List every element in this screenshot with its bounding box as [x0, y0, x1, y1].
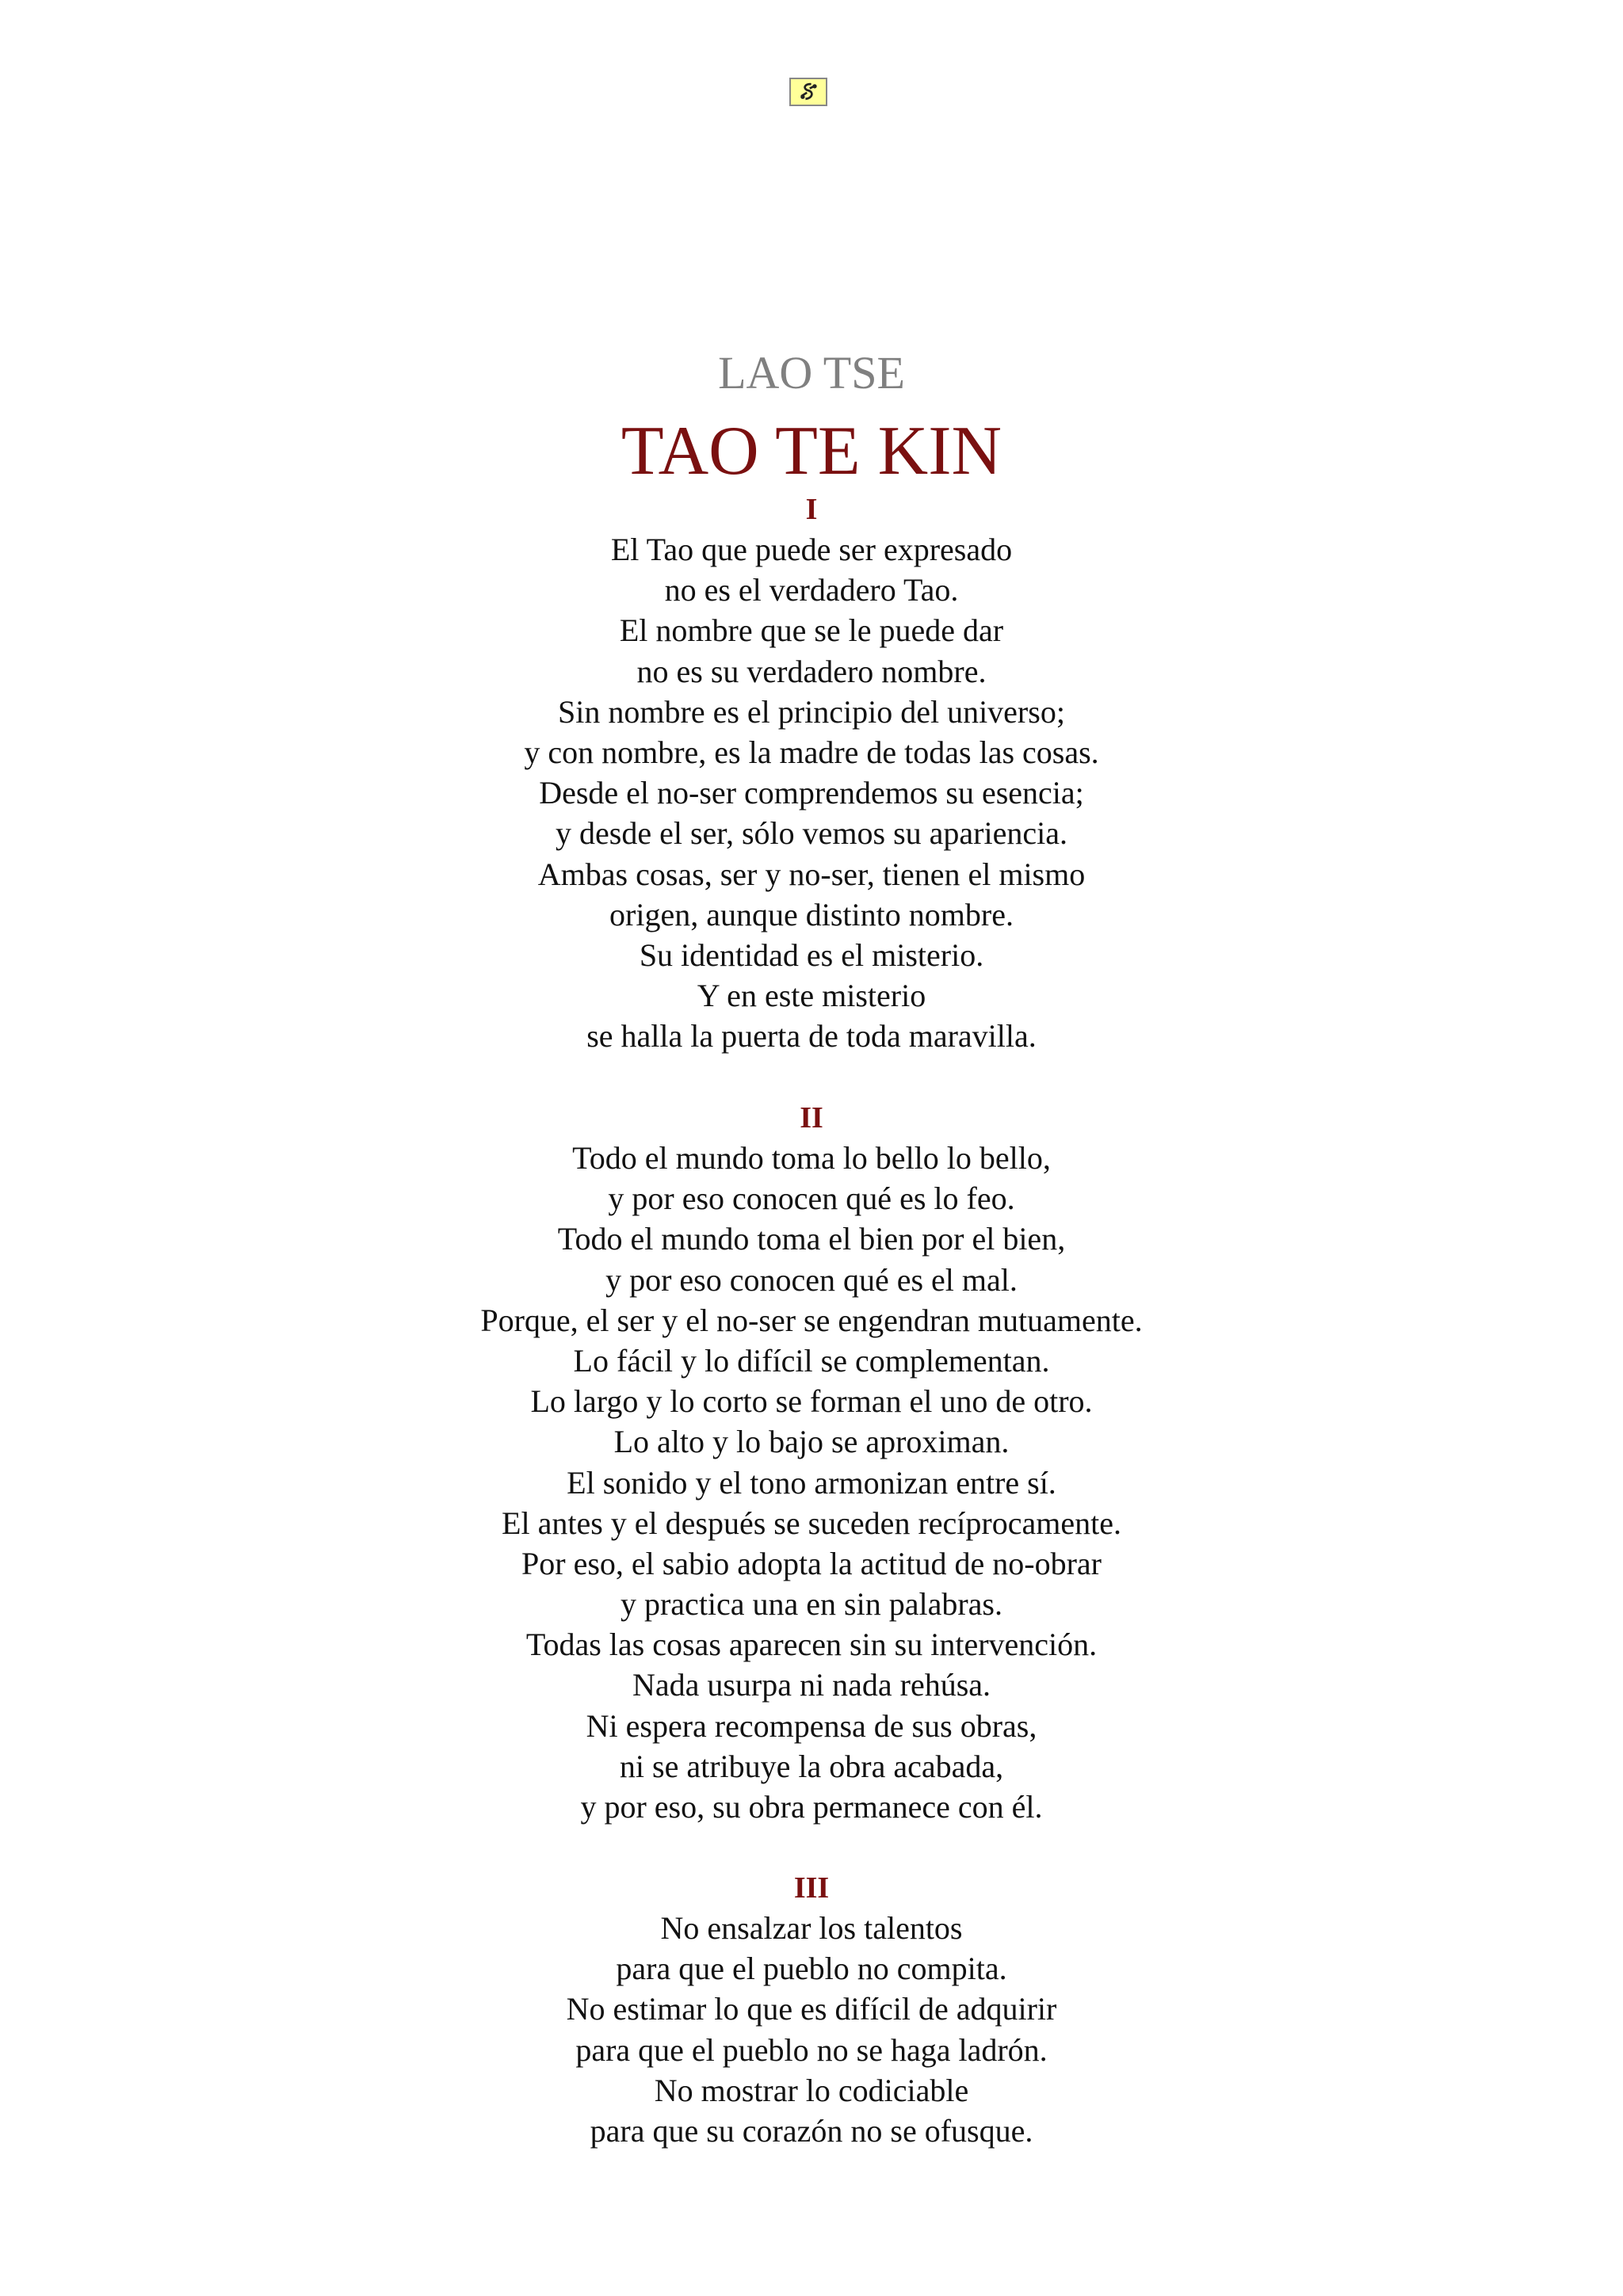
- verse-line: No estimar lo que es difícil de adquirir: [566, 1991, 1057, 2027]
- verse-line: Por eso, el sabio adopta la actitud de no-obrar: [521, 1545, 1102, 1581]
- author-name: LAO TSE: [718, 347, 905, 399]
- verse-line: El nombre que se le puede dar: [619, 612, 1004, 649]
- verse-line: y con nombre, es la madre de todas las cosas.: [524, 734, 1099, 770]
- verse-line: para que su corazón no se ofusque.: [590, 2112, 1033, 2149]
- verse-line: Lo fácil y lo difícil se complementan.: [573, 1342, 1050, 1379]
- verse-line: se halla la puerta de toda maravilla.: [586, 1018, 1037, 1055]
- verse-line: y desde el ser, sólo vemos su apariencia.: [556, 815, 1067, 852]
- verse-line: Porque, el ser y el no-ser se engendran mutuamente.: [480, 1302, 1143, 1338]
- book-title: TAO TE KIN: [621, 413, 1002, 490]
- verse-line: origen, aunque distinto nombre.: [609, 896, 1014, 933]
- verse-line: Nada usurpa ni nada rehúsa.: [632, 1667, 991, 1703]
- verse-line: Sin nombre es el principio del universo;: [558, 693, 1065, 730]
- verse-line: Desde el no-ser comprendemos su esencia;: [539, 775, 1084, 811]
- verse-line: Ni espera recompensa de sus obras,: [586, 1707, 1037, 1744]
- verse-line: y por eso, su obra permanece con él.: [580, 1789, 1043, 1825]
- verse-line: para que el pueblo no se haga ladrón.: [575, 2031, 1048, 2068]
- chapter-number: II: [800, 1101, 823, 1135]
- chapter-3: [0, 1868, 1623, 2151]
- verse-line: No ensalzar los talentos: [660, 1910, 963, 1946]
- verse-line: El antes y el después se suceden recíprocamente.: [502, 1505, 1121, 1541]
- verse-line: para que el pueblo no compita.: [616, 1951, 1007, 1987]
- verse-line: Su identidad es el misterio.: [639, 936, 984, 973]
- verse-line: Todo el mundo toma el bien por el bien,: [557, 1221, 1066, 1257]
- document-link-icon[interactable]: [789, 78, 827, 106]
- verse-line: ni se atribuye la obra acabada,: [619, 1748, 1004, 1784]
- verse-line: Todas las cosas aparecen sin su intervención.: [525, 1627, 1098, 1663]
- verse-line: Todo el mundo toma lo bello lo bello,: [572, 1140, 1051, 1176]
- verse-line: Y en este misterio: [697, 978, 926, 1014]
- verse-line: no es su verdadero nombre.: [636, 653, 987, 689]
- chapter-2: [0, 1098, 1623, 1827]
- chapter-number: I: [805, 493, 818, 526]
- verse-line: El Tao que puede ser expresado: [610, 532, 1013, 567]
- verse-line: Lo largo y lo corto se forman el uno de otro.: [530, 1383, 1093, 1420]
- verse-line: y practica una en sin palabras.: [620, 1586, 1002, 1623]
- chapter-1: [0, 490, 1623, 1056]
- verse-line: El sonido y el tono armonizan entre sí.: [567, 1464, 1056, 1501]
- verse-line: y por eso conocen qué es lo feo.: [608, 1180, 1015, 1217]
- verse-line: Ambas cosas, ser y no-ser, tienen el mismo: [537, 856, 1086, 892]
- verse-line: no es el verdadero Tao.: [664, 572, 959, 608]
- verse-line: No mostrar lo codiciable: [654, 2072, 969, 2108]
- verse-line: y por eso conocen qué es el mal.: [605, 1261, 1018, 1298]
- chapter-number: III: [793, 1871, 830, 1905]
- verse-line: Lo alto y lo bajo se aproximan.: [613, 1424, 1010, 1460]
